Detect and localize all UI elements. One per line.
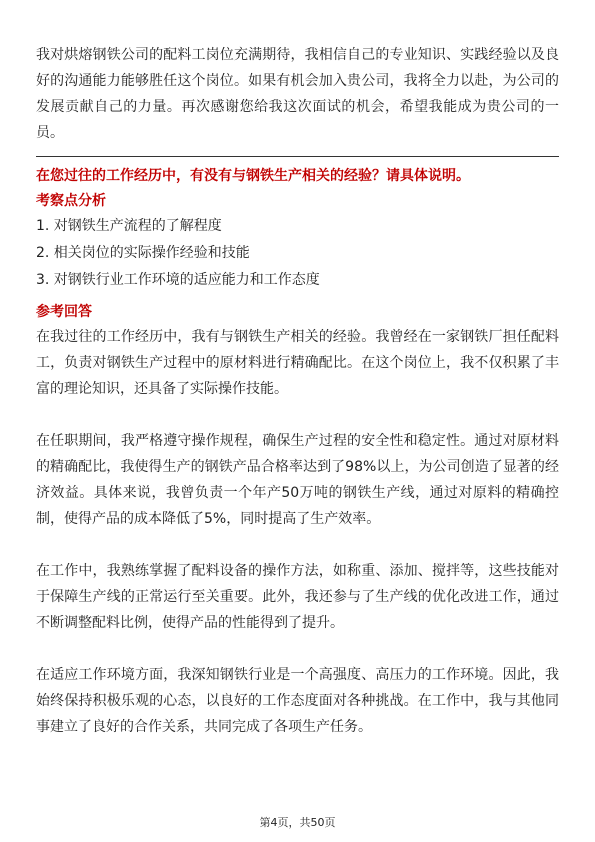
answer-heading: 参考回答 — [36, 304, 92, 320]
answer-paragraph: 在适应工作环境方面，我深知钢铁行业是一个高强度、高压力的工作环境。因此，我始终保持积极乐观的心态，以良好的工作态度面对各种挑战。在工作中，我与其他同事建立了良好的合作关系，共同完成了各项生产任务。 — [36, 667, 559, 735]
analysis-point: 1. 对钢铁生产流程的了解程度 — [36, 218, 222, 234]
analysis-points-list — [36, 213, 559, 294]
analysis-point: 2. 相关岗位的实际操作经验和技能 — [36, 245, 250, 261]
analysis-point: 3. 对钢铁行业工作环境的适应能力和工作态度 — [36, 272, 320, 288]
page-footer: 第4页，共50页 — [259, 816, 336, 829]
question-heading: 在您过往的工作经历中，有没有与钢铁生产相关的经验？请具体说明。 — [36, 168, 470, 184]
answer-paragraph: 在工作中，我熟练掌握了配料设备的操作方法，如称重、添加、搅拌等，这些技能对于保障生产线的正常运行至关重要。此外，我还参与了生产线的优化改进工作，通过不断调整配料比例，使得产品的性能得到了提升。 — [36, 563, 559, 631]
analysis-heading: 考察点分析 — [36, 193, 106, 209]
section-divider — [36, 156, 559, 157]
intro-paragraph: 我对烘熔钢铁公司的配料工岗位充满期待，我相信自己的专业知识、实践经验以及良好的沟通能力能够胜任这个岗位。如果有机会加入贵公司，我将全力以赴，为公司的发展贡献自己的力量。再次感谢您给我这次面试的机会，希望我能成为贵公司的一员。 — [36, 47, 559, 141]
paragraph-gap — [36, 636, 559, 662]
answer-paragraph: 在任职期间，我严格遵守操作规程，确保生产过程的安全性和稳定性。通过对原材料的精确配比，我使得生产的钢铁产品合格率达到了98%以上，为公司创造了显著的经济效益。具体来说，我曾负责一个年产50万吨的钢铁生产线，通过对原料的精确控制，使得产品的成本降低了5%，同时提高了生产效率。 — [36, 433, 559, 527]
answer-paragraph: 在我过往的工作经历中，我有与钢铁生产相关的经验。我曾经在一家钢铁厂担任配料工，负责对钢铁生产过程中的原材料进行精确配比。在这个岗位上，我不仅积累了丰富的理论知识，还具备了实际操作技能。 — [36, 329, 559, 397]
page-content — [36, 42, 559, 740]
paragraph-gap — [36, 402, 559, 428]
paragraph-gap — [36, 532, 559, 558]
